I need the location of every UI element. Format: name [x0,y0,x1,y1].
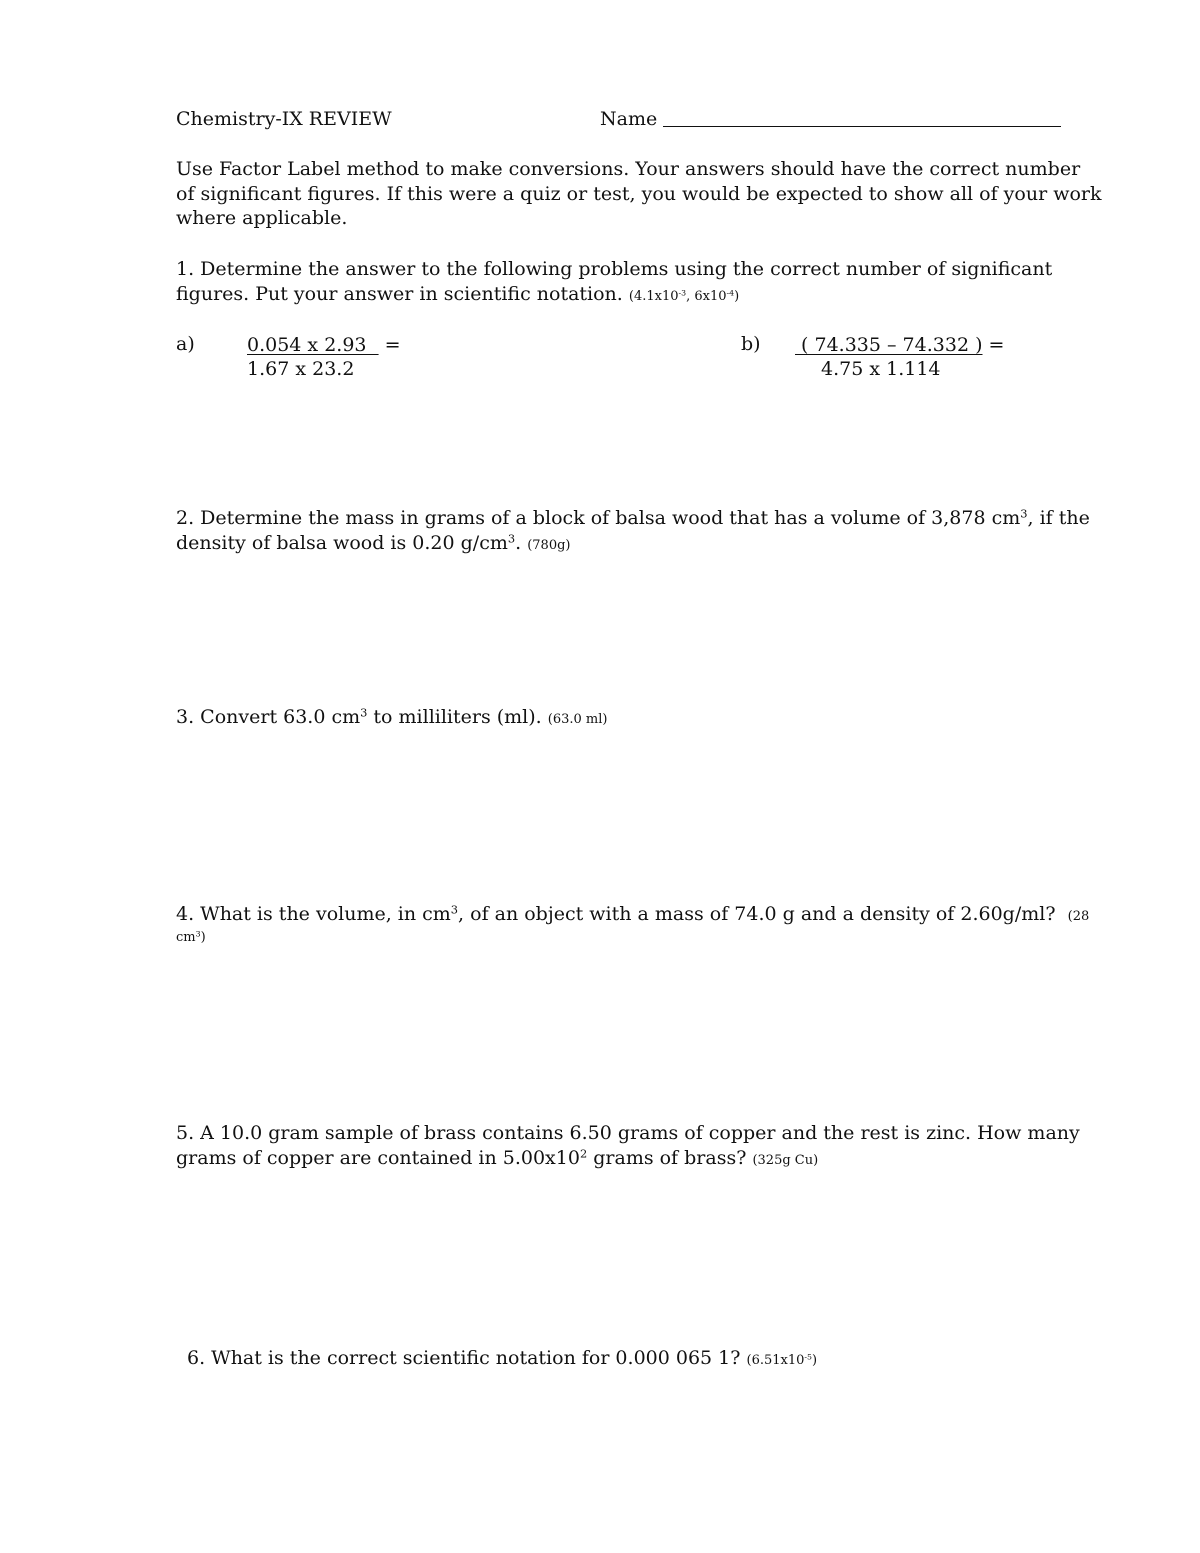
instructions [176,157,1102,231]
instructions-line: of significant figures. If this were a quiz or test, you would be expected to show all of your work [176,182,1102,205]
question-text: grams of copper are contained in $5.00x10^2$ grams of brass? (325g Cu) [176,1146,819,1169]
question-text: 5. A 10.0 gram sample of brass contains 6.50 grams of copper and the rest is zinc. How many [176,1122,1080,1144]
answer-hint-continued: $cm^3$) [176,929,206,945]
question-text: 1. Determine the answer to the following problems using the correct number of significant [176,258,1053,280]
q1a-fraction [247,333,401,381]
question-text-part: figures. Put your answer in scientific notation. [176,282,623,305]
answer-hint: (28 [1067,909,1090,924]
question-3 [176,705,607,733]
question-4 [176,904,1089,948]
question-text [176,282,1052,310]
question-2 [176,506,1090,558]
question-6 [187,1346,817,1374]
q1b-fraction [795,333,1004,381]
question-5 [176,1121,1080,1173]
name-blank-line[interactable] [663,108,1061,127]
instructions-line: Use Factor Label method to make conversions. Your answers should have the correct number [176,158,1081,180]
q1b-label: b) [741,333,761,355]
title-text: Chemistry-IX REVIEW [176,108,392,130]
question-1 [176,257,1052,309]
question-text: 6. What is the correct scientific notation for 0.000 065 1? $(6.51x10^{-5})$ [187,1347,818,1369]
answer-hint: (780g) [527,537,571,553]
fraction-numerator: 0.054 x 2.93 = [247,334,401,356]
question-text: 2. Determine the mass in grams of a block of balsa wood that has a volume of 3,878 $cm^3$, if the [176,506,1090,529]
worksheet-title [176,108,392,130]
answer-hint: ($4.1x10^{-3}$, $6x10^{-4}$) [628,288,740,304]
fraction-numerator: ( 74.335 – 74.332 ) = [795,334,1005,356]
question-text: 3. Convert 63.0 $cm^3$ to milliliters (ml). (63.0 ml) [176,705,608,728]
answer-hint: $(6.51x10^{-5})$ [746,1352,818,1368]
question-text: density of balsa wood is 0.20 $g/cm^3$. (780g) [176,531,571,554]
name-label: Name [600,108,658,130]
fraction-denominator: 4.75 x 1.114 [821,358,941,380]
question-text: 4. What is the volume, in $cm^3$, of an object with a mass of 74.0 g and a density of 2.60g/ml? (28 [176,902,1090,925]
q1a-label: a) [176,333,195,355]
instructions-line: where applicable. [176,207,348,229]
fraction-denominator: 1.67 x 23.2 [247,358,355,380]
answer-hint: (325g Cu) [752,1152,819,1168]
answer-hint: (63.0 ml) [547,712,608,727]
name-field[interactable] [600,108,1061,130]
